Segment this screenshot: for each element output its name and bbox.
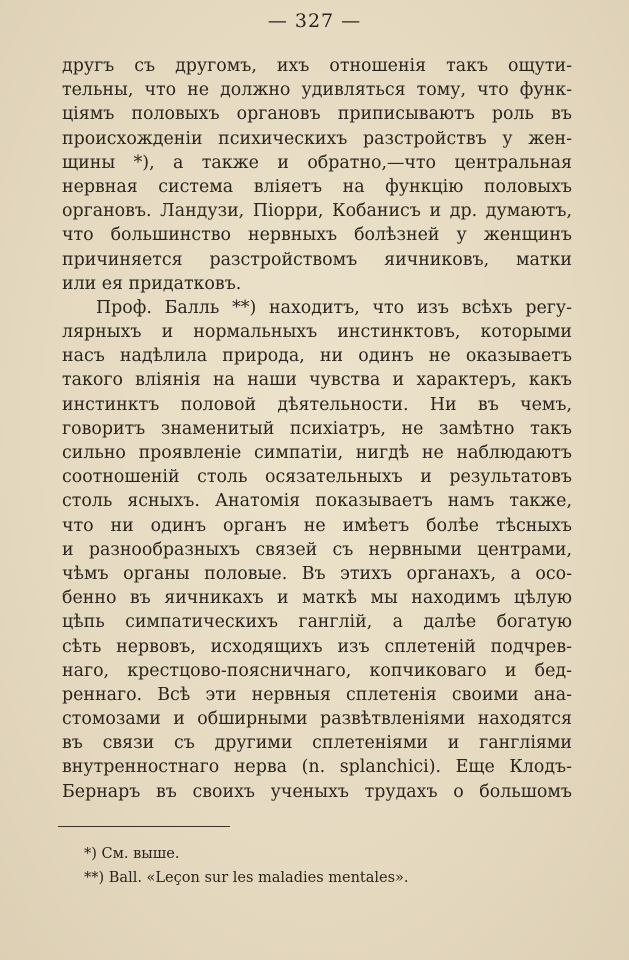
text-line: сильно проявленіе симпатіи, нигдѣ не наблюдаютъ — [62, 443, 572, 463]
text-line: органовъ. Ландузи, Піорри, Кобанисъ и др. думаютъ, — [62, 201, 572, 222]
text-line: Бернаръ въ своихъ ученыхъ трудахъ о большомъ — [62, 781, 572, 802]
paragraph-2 — [62, 296, 572, 804]
text-line: цѣпь симпатическихъ ганглій, а далѣе богатую — [62, 612, 572, 633]
text-line: такого вліянія на наши чувства и характеръ, какъ — [62, 370, 572, 391]
text-line: Проф. Балль **) находитъ, что изъ всѣхъ регу- — [96, 297, 572, 318]
text-line: бенно въ яичникахъ и маткѣ мы находимъ цѣлую — [62, 588, 572, 609]
text-line: въ связи съ другими сплетеніями и гангліями — [62, 733, 572, 754]
footnote-2: **) Ball. «Leçon sur les maladies mentales». — [84, 870, 409, 886]
text-line: насъ надѣлила природа, ни одинъ не оказываетъ — [62, 346, 572, 367]
body-text — [62, 54, 572, 804]
text-line: тельны, что не должно удивляться тому, что функ- — [62, 80, 572, 101]
text-line: происхожденіи психическихъ разстройствъ у жен- — [62, 128, 572, 149]
text-line: говоритъ знаменитый психіатръ, не замѣтно такъ — [62, 418, 572, 439]
text-line: что ни одинъ органъ не имѣетъ болѣе тѣсныхъ — [62, 515, 572, 536]
text-line: соотношеній столь осязательныхъ и результатовъ — [62, 467, 572, 488]
text-line: сѣть нервовъ, исходящихъ изъ сплетеній подчрев- — [62, 636, 572, 657]
text-line: что большинство нервныхъ болѣзней у женщинъ — [62, 225, 572, 246]
text-line: ціямъ половыхъ органовъ приписываютъ роль въ — [62, 104, 572, 125]
text-line: лярныхъ и нормальныхъ инстинктовъ, которыми — [62, 322, 572, 343]
text-line: наго, крестцово-поясничнаго, копчиковаго и бед- — [62, 660, 572, 681]
text-line: нервная система вліяетъ на функцію половыхъ — [62, 176, 572, 197]
footnotes — [84, 842, 584, 890]
page-number: — 327 — — [267, 10, 362, 32]
footnote-1: *) См. выше. — [84, 846, 180, 862]
text-line: чѣмъ органы половые. Въ этихъ органахъ, а осо- — [62, 563, 572, 584]
text-line: причиняется разстройствомъ яичниковъ, матки — [62, 249, 572, 270]
text-line: другъ съ другомъ, ихъ отношенія такъ ощути- — [62, 56, 572, 76]
text-line: щины *), а также и обратно,—что центральная — [62, 152, 572, 173]
text-line: столь ясныхъ. Анатомія показываетъ намъ также, — [62, 491, 572, 512]
text-line: инстинктъ половой дѣятельности. Ни въ чемъ, — [62, 394, 572, 415]
text-line: стомозами и обширными развѣтвленіями находятся — [62, 709, 572, 730]
text-line: реннаго. Всѣ эти нервныя сплетенія своими ана- — [62, 684, 572, 705]
text-line: и разнообразныхъ связей съ нервными центрами, — [62, 539, 572, 560]
text-line: или ея придатковъ. — [62, 273, 242, 294]
footnote-divider — [58, 826, 230, 827]
paragraph-1 — [62, 54, 572, 296]
text-line: внутренностнаго нерва (n. splanchici). Еще Клодъ- — [62, 757, 572, 778]
